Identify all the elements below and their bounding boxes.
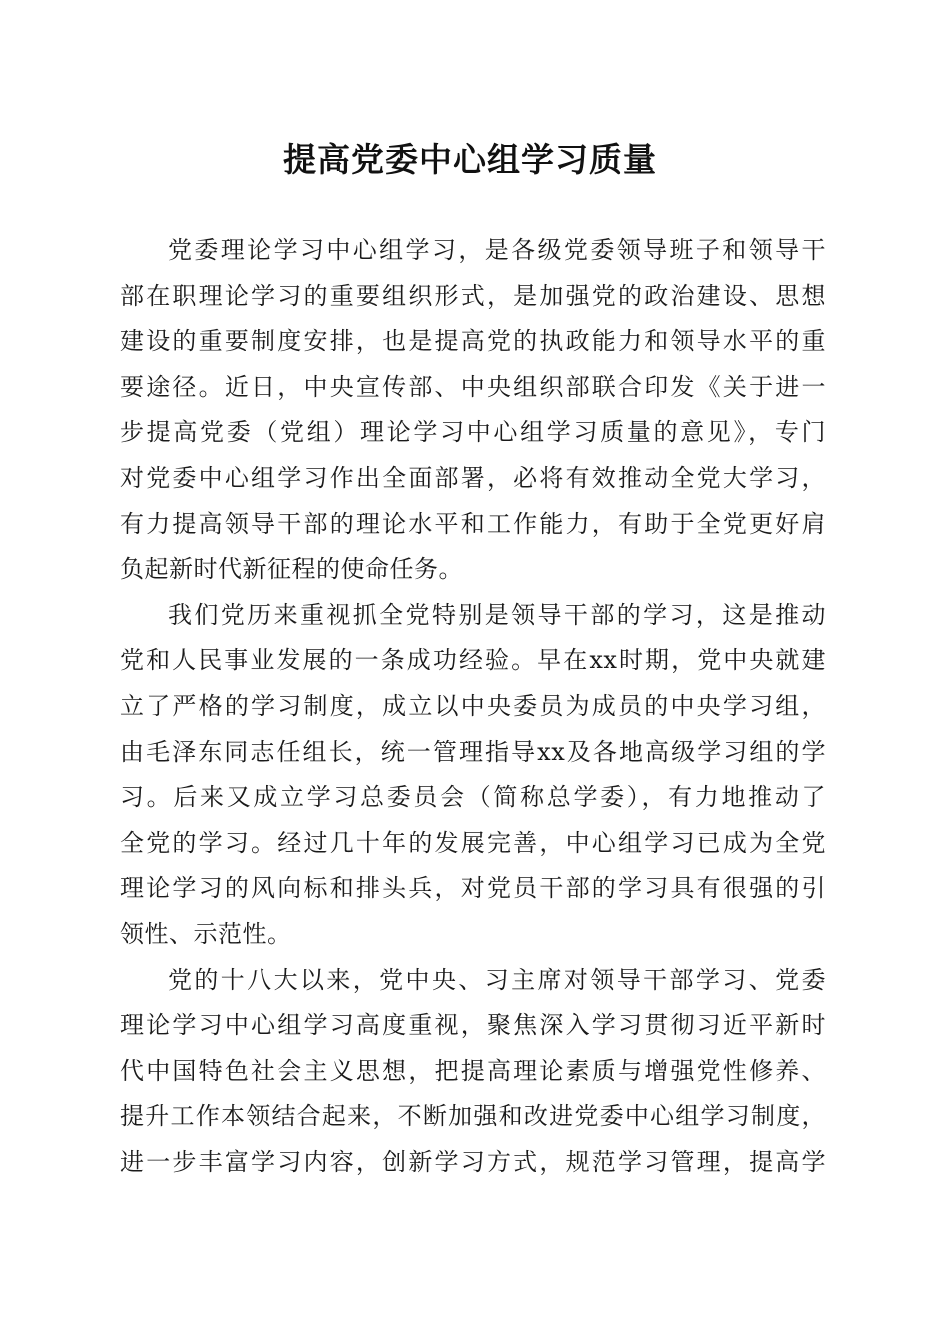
text-line: 理论学习中心组学习高度重视，聚焦深入学习贯彻习近平新时 xyxy=(120,1011,826,1040)
text-line: 习。后来又成立学习总委员会（简称总学委），有力地推动了 xyxy=(120,783,826,812)
text-line: 步提高党委（党组）理论学习中心组学习质量的意见》，专门 xyxy=(120,418,826,447)
text-line: 要途径。近日，中央宣传部、中央组织部联合印发《关于进一 xyxy=(120,372,826,401)
text-line: 全党的学习。经过几十年的发展完善，中心组学习已成为全党 xyxy=(120,828,826,857)
text-line: 进一步丰富学习内容，创新学习方式，规范学习管理，提高学 xyxy=(120,1147,826,1176)
text-line: 代中国特色社会主义思想，把提高理论素质与增强党性修养、 xyxy=(120,1056,826,1085)
text-line: 我们党历来重视抓全党特别是领导干部的学习，这是推动 xyxy=(168,600,826,629)
text-line: 对党委中心组学习作出全面部署，必将有效推动全党大学习， xyxy=(120,463,826,492)
paragraph xyxy=(120,593,826,958)
text-line: 部在职理论学习的重要组织形式，是加强党的政治建设、思想 xyxy=(120,281,826,310)
text-line: 提升工作本领结合起来，不断加强和改进党委中心组学习制度， xyxy=(120,1102,826,1131)
text-line: 党的十八大以来，党中央、习主席对领导干部学习、党委 xyxy=(168,965,826,994)
text-line: 建设的重要制度安排，也是提高党的执政能力和领导水平的重 xyxy=(120,327,826,356)
paragraph xyxy=(120,958,826,1186)
paragraph xyxy=(120,228,826,593)
document-body xyxy=(120,228,826,1185)
text-line: 理论学习的风向标和排头兵，对党员干部的学习具有很强的引 xyxy=(120,874,826,903)
text-line: 党委理论学习中心组学习，是各级党委领导班子和领导干 xyxy=(168,236,826,264)
text-line: 负起新时代新征程的使命任务。 xyxy=(120,555,463,584)
text-line: 有力提高领导干部的理论水平和工作能力，有助于全党更好肩 xyxy=(120,509,826,538)
text-line: 党和人民事业发展的一条成功经验。早在xx时期，党中央就建 xyxy=(120,646,826,675)
text-line: 由毛泽东同志任组长，统一管理指导xx及各地高级学习组的学 xyxy=(120,737,826,766)
text-line: 领性、示范性。 xyxy=(120,919,292,948)
text-line: 立了严格的学习制度，成立以中央委员为成员的中央学习组， xyxy=(120,691,826,720)
document-title: 提高党委中心组学习质量 xyxy=(283,140,657,179)
